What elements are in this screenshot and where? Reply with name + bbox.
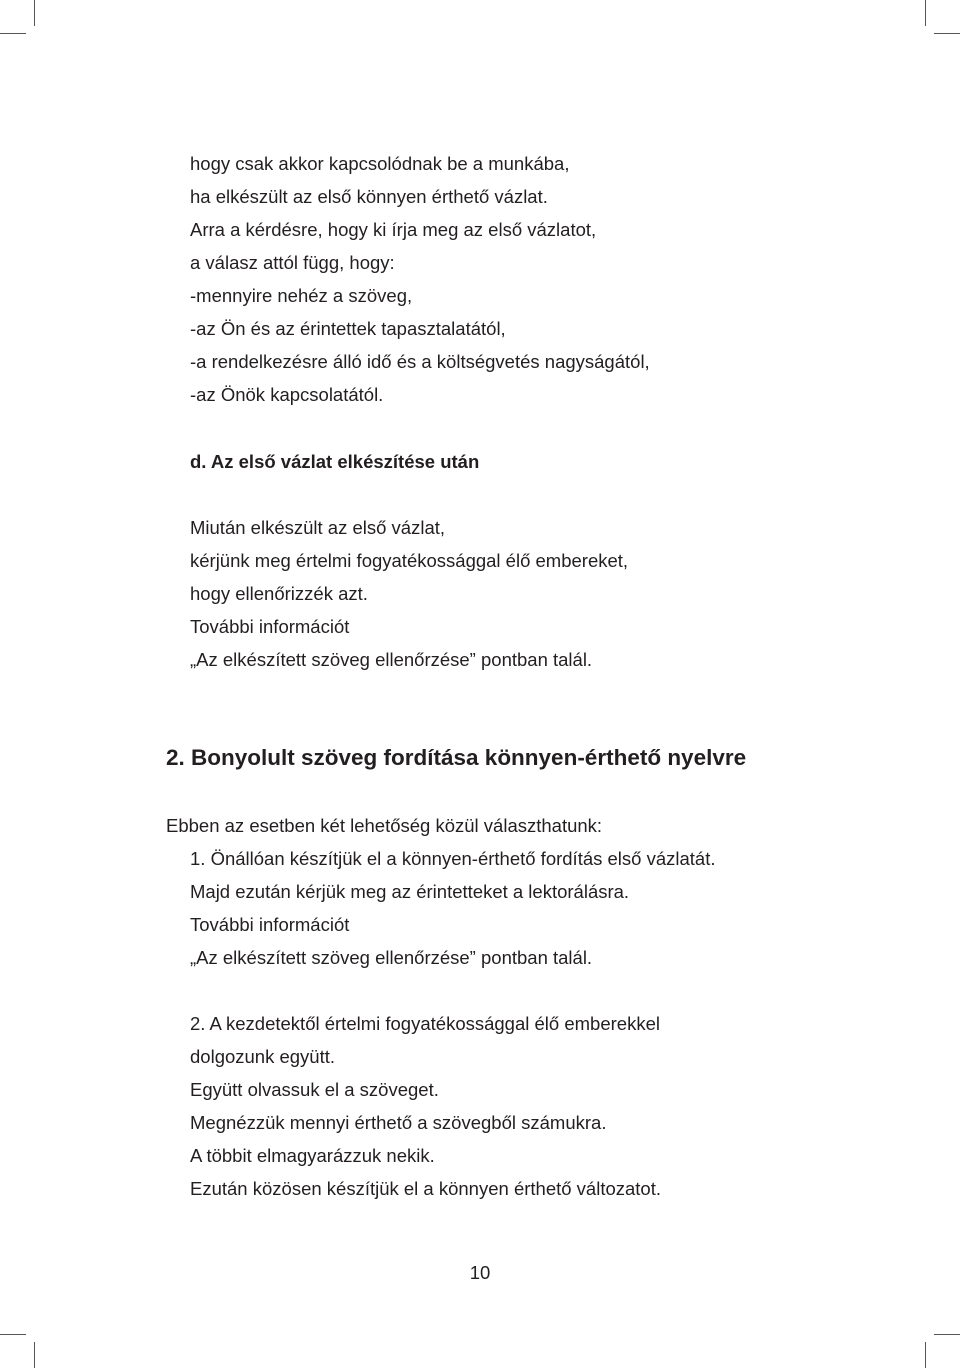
text-line: Ezután közösen készítjük el a könnyen érthető változatot. <box>190 1178 662 1199</box>
crop-mark-bottom-left-vertical <box>34 1342 35 1368</box>
text-line: „Az elkészített szöveg ellenőrzése” pontban talál. <box>190 649 593 670</box>
section-d-heading: d. Az első vázlat elkészítése után <box>190 451 480 472</box>
crop-mark-top-left-horizontal <box>0 33 26 34</box>
section-2-heading: 2. Bonyolult szöveg fordítása könnyen-érthető nyelvre <box>166 745 747 770</box>
text-line: Miután elkészült az első vázlat, <box>190 517 446 538</box>
text-line: -a rendelkezésre álló idő és a költségvetés nagyságától, <box>190 351 650 372</box>
text-line: hogy ellenőrizzék azt. <box>190 583 368 604</box>
text-line: 1. Önállóan készítjük el a könnyen-érthető fordítás első vázlatát. <box>190 848 716 869</box>
crop-mark-bottom-right-vertical <box>925 1342 926 1368</box>
crop-mark-top-left-vertical <box>34 0 35 26</box>
text-line: A többit elmagyarázzuk nekik. <box>190 1145 435 1166</box>
text-line: -az Önök kapcsolatától. <box>190 384 384 405</box>
text-line: kérjünk meg értelmi fogyatékossággal élő embereket, <box>190 550 629 571</box>
text-line: További információt <box>190 914 350 935</box>
crop-mark-top-right-vertical <box>925 0 926 26</box>
section-2-intro: Ebben az esetben két lehetőség közül választhatunk: <box>166 815 603 836</box>
text-line: ha elkészült az első könnyen érthető vázlat. <box>190 186 548 207</box>
text-line: hogy csak akkor kapcsolódnak be a munkába, <box>190 153 570 174</box>
text-line: Majd ezután kérjük meg az érintetteket a lektorálásra. <box>190 881 630 902</box>
page-number: 10 <box>469 1262 491 1283</box>
text-line: Együtt olvassuk el a szöveget. <box>190 1079 439 1100</box>
crop-mark-top-right-horizontal <box>934 33 960 34</box>
crop-mark-bottom-left-horizontal <box>0 1334 26 1335</box>
text-line: a válasz attól függ, hogy: <box>190 252 395 273</box>
text-line: „Az elkészített szöveg ellenőrzése” pontban talál. <box>190 947 593 968</box>
crop-mark-bottom-right-horizontal <box>934 1334 960 1335</box>
text-line: Arra a kérdésre, hogy ki írja meg az első vázlatot, <box>190 219 597 240</box>
text-line: dolgozunk együtt. <box>190 1046 336 1067</box>
text-line: -mennyire nehéz a szöveg, <box>190 285 413 306</box>
text-line: További információt <box>190 616 350 637</box>
text-line: Megnézzük mennyi érthető a szövegből számukra. <box>190 1112 607 1133</box>
text-line: -az Ön és az érintettek tapasztalatától, <box>190 318 506 339</box>
text-line: 2. A kezdetektől értelmi fogyatékossággal élő emberekkel <box>190 1013 660 1034</box>
